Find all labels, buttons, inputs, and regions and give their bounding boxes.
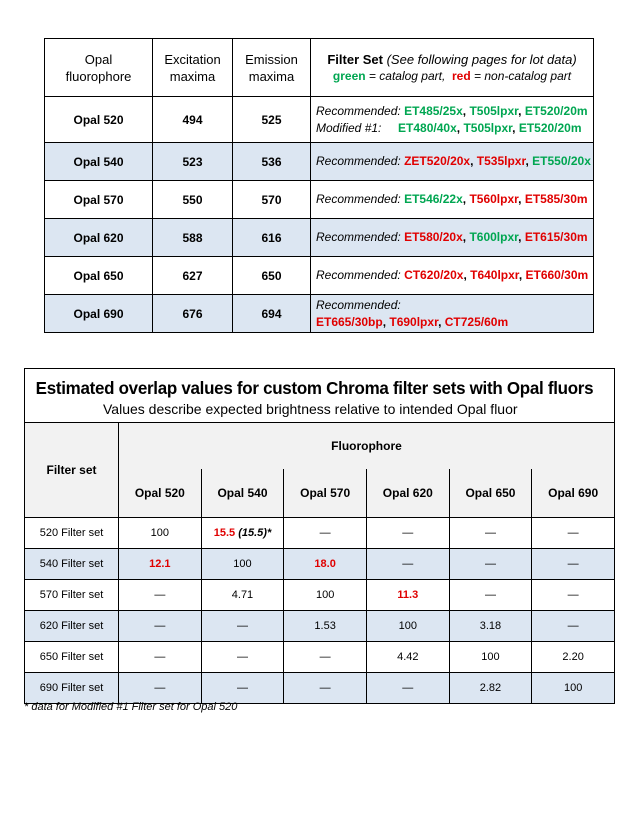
filter-set-cell [311, 295, 594, 333]
excitation-cell: 494 [153, 97, 233, 143]
overlap-value-cell [119, 580, 202, 611]
overlap-value-cell [119, 611, 202, 642]
fluor-table-header-row [45, 39, 594, 97]
filter-set-row-label: 570 Filter set [25, 580, 119, 611]
overlap-row [25, 611, 615, 642]
filter-part: , [462, 192, 470, 206]
overlap-value: — [236, 682, 248, 694]
overlap-title-cell [25, 369, 615, 423]
overlap-value-cell [449, 580, 532, 611]
emission-cell: 650 [233, 257, 311, 295]
fluorophore-filter-table [44, 38, 594, 333]
filter-set-line-label: Recommended: [316, 268, 401, 282]
overlap-value-cell [284, 580, 367, 611]
overlap-value-cell [532, 518, 615, 549]
overlap-value: — [154, 589, 166, 601]
emission-cell: 694 [233, 295, 311, 333]
overlap-value-cell [201, 642, 284, 673]
fluorophore-column-header: Opal 570 [284, 469, 367, 518]
overlap-value: — [319, 651, 331, 663]
filter-set-row-label: 520 Filter set [25, 518, 119, 549]
overlap-value-cell [119, 518, 202, 549]
filter-set-row-label: 650 Filter set [25, 642, 119, 673]
filter-part: ET480/40x [398, 120, 457, 135]
overlap-value-cell [284, 673, 367, 704]
overlap-value: 12.1 [149, 558, 171, 570]
overlap-value-cell [366, 611, 449, 642]
overlap-value: — [567, 589, 579, 601]
overlap-value-cell [284, 611, 367, 642]
filter-set-cell [311, 97, 594, 143]
overlap-value-cell [284, 642, 367, 673]
overlap-values-table [24, 368, 615, 704]
overlap-row [25, 518, 615, 549]
filter-part: ET520/20m [524, 103, 588, 118]
opal-fluorophore-header: Opal fluorophore [45, 39, 153, 97]
overlap-value: 3.18 [479, 620, 502, 632]
overlap-value: — [402, 682, 414, 694]
overlap-value-cell [201, 549, 284, 580]
filter-set-line [316, 229, 593, 246]
legend-green-word: green [332, 68, 366, 83]
overlap-value: — [154, 620, 166, 632]
fluor-name-cell: Opal 570 [45, 181, 153, 219]
filter-set-label: Filter Set [327, 51, 383, 67]
filter-set-line [316, 297, 593, 331]
filter-part: T505lpxr [463, 120, 513, 135]
overlap-value: — [484, 558, 496, 570]
filter-part: , [525, 154, 533, 168]
filter-part: ET485/25x [404, 103, 463, 118]
filter-set-line-label: Recommended: [316, 103, 401, 118]
overlap-value: 4.42 [397, 651, 419, 663]
overlap-value-cell [449, 642, 532, 673]
emission-maxima-header: Emission maxima [233, 39, 311, 97]
overlap-subtitle: Values describe expected brightness relative to intended Opal fluor [103, 401, 518, 417]
excitation-cell: 627 [153, 257, 233, 295]
overlap-value-cell [201, 611, 284, 642]
overlap-value: 100 [398, 620, 417, 632]
overlap-row [25, 580, 615, 611]
filter-part: T560lpxr [469, 192, 519, 206]
filter-set-row-label: 540 Filter set [25, 549, 119, 580]
filter-part: ET665/30bp [316, 314, 383, 329]
overlap-value: 1.53 [314, 620, 336, 632]
overlap-value-cell [532, 642, 615, 673]
filter-set-cell [311, 219, 594, 257]
overlap-value: — [567, 527, 579, 539]
overlap-value: — [154, 682, 166, 694]
overlap-value: — [319, 527, 331, 539]
fluorophore-column-header: Opal 540 [201, 469, 284, 518]
filter-set-line-label: Recommended: [316, 154, 401, 168]
filter-part: CT725/60m [444, 314, 509, 329]
filter-part: CT620/20x [404, 268, 464, 282]
fluorophore-group-header: Fluorophore [119, 423, 615, 470]
filter-part: ET615/30m [524, 230, 588, 244]
filter-part: , [462, 103, 470, 118]
overlap-value-modified: (15.5)* [235, 527, 272, 539]
fluor-name-cell: Opal 620 [45, 219, 153, 257]
fluor-row [45, 97, 594, 143]
filter-set-note: (See following pages for lot data) [386, 51, 577, 67]
filter-part: , [456, 120, 464, 135]
overlap-value-cell [449, 611, 532, 642]
filter-set-cell [311, 143, 594, 181]
filter-part: T690lpxr [389, 314, 439, 329]
filter-set-line-label: Modified #1: [316, 120, 382, 135]
overlap-value: 15.5 [213, 527, 236, 539]
filter-set-header [311, 39, 594, 97]
overlap-value: — [567, 620, 579, 632]
overlap-value-cell [449, 518, 532, 549]
overlap-value: — [236, 620, 248, 632]
overlap-title-row [25, 369, 615, 423]
filter-part: , [382, 314, 390, 329]
emission-cell: 525 [233, 97, 311, 143]
fluor-row [45, 257, 594, 295]
legend-red-text: = non-catalog part [474, 68, 572, 83]
fluorophore-column-header: Opal 650 [449, 469, 532, 518]
emission-cell: 616 [233, 219, 311, 257]
overlap-value-cell [449, 673, 532, 704]
overlap-row [25, 642, 615, 673]
filter-set-line-label: Recommended: [316, 192, 401, 206]
overlap-value-cell [119, 642, 202, 673]
overlap-value-cell [284, 549, 367, 580]
overlap-value: — [236, 651, 248, 663]
fluorophore-column-header: Opal 690 [532, 469, 615, 518]
overlap-value-cell [532, 549, 615, 580]
legend-green-text: = catalog part, [368, 68, 446, 83]
overlap-value-cell [366, 673, 449, 704]
excitation-maxima-header: Excitation maxima [153, 39, 233, 97]
fluorophore-column-header: Opal 520 [119, 469, 202, 518]
overlap-row [25, 549, 615, 580]
excitation-cell: 550 [153, 181, 233, 219]
fluor-row [45, 143, 594, 181]
filter-set-cell [311, 257, 594, 295]
filter-part: , [438, 314, 445, 329]
overlap-value: 100 [563, 682, 583, 694]
overlap-value: — [319, 682, 331, 694]
filter-part: ET546/22x [404, 192, 463, 206]
overlap-value-cell [532, 611, 615, 642]
excitation-cell: 588 [153, 219, 233, 257]
overlap-value: 11.3 [397, 589, 419, 601]
filter-set-column-header: Filter set [25, 423, 119, 518]
fluor-name-cell: Opal 540 [45, 143, 153, 181]
footnote: * data for Modified #1 Filter set for Opal 520 [24, 701, 238, 713]
overlap-value-cell [532, 580, 615, 611]
filter-part: T505lpxr [469, 103, 519, 118]
filter-part: ET520/20m [518, 120, 582, 135]
overlap-value: 18.0 [314, 558, 336, 570]
overlap-value: 100 [150, 527, 169, 539]
overlap-value-cell [366, 580, 449, 611]
overlap-value: — [402, 527, 414, 539]
excitation-cell: 523 [153, 143, 233, 181]
filter-part: T640lpxr [470, 268, 519, 282]
emission-cell: 536 [233, 143, 311, 181]
overlap-value: — [484, 589, 496, 601]
overlap-value: 100 [481, 651, 500, 663]
overlap-value-cell [366, 642, 449, 673]
overlap-value-cell [119, 549, 202, 580]
filter-part: , [518, 103, 525, 118]
filter-part: , [518, 268, 526, 282]
overlap-value-cell [119, 673, 202, 704]
filter-set-line [316, 191, 593, 208]
fluor-row [45, 219, 594, 257]
fluorophore-header-row [25, 423, 615, 470]
filter-part: ZET520/20x [404, 154, 471, 168]
overlap-title: Estimated overlap values for custom Chroma filter sets with Opal fluors [35, 378, 594, 398]
overlap-value-cell [201, 580, 284, 611]
legend-red-word: red [451, 68, 471, 83]
fluorophore-column-header: Opal 620 [366, 469, 449, 518]
overlap-value: 4.71 [231, 589, 254, 601]
filter-part: T535lpxr [476, 154, 526, 168]
overlap-value-cell [201, 518, 284, 549]
filter-part: ET660/30m [525, 268, 589, 282]
excitation-cell: 676 [153, 295, 233, 333]
fluor-name-cell: Opal 520 [45, 97, 153, 143]
overlap-value: 100 [233, 558, 252, 570]
fluor-row [45, 181, 594, 219]
filter-part: , [470, 154, 477, 168]
filter-set-line [316, 267, 593, 284]
overlap-value: — [402, 558, 414, 570]
overlap-value: 2.82 [479, 682, 502, 694]
filter-part: , [462, 230, 470, 244]
filter-part: , [518, 192, 525, 206]
overlap-value: 2.20 [562, 651, 584, 663]
fluor-row [45, 295, 594, 333]
overlap-value: — [154, 651, 166, 663]
filter-part: ET585/30m [524, 192, 588, 206]
filter-part: , [512, 120, 519, 135]
overlap-value: 100 [315, 589, 335, 601]
filter-part: ET550/20x [532, 154, 591, 168]
filter-set-line [316, 153, 593, 170]
emission-cell: 570 [233, 181, 311, 219]
fluor-name-cell: Opal 650 [45, 257, 153, 295]
overlap-value: — [484, 527, 496, 539]
filter-set-cell [311, 181, 594, 219]
filter-set-line [316, 120, 593, 137]
overlap-value: — [567, 558, 579, 570]
overlap-value-cell [284, 518, 367, 549]
fluor-name-cell: Opal 690 [45, 295, 153, 333]
filter-part: ET580/20x [404, 230, 463, 244]
overlap-value-cell [366, 549, 449, 580]
overlap-value-cell [532, 673, 615, 704]
filter-part: T600lpxr [469, 230, 519, 244]
filter-set-line-label: Recommended: [316, 297, 401, 312]
filter-set-row-label: 690 Filter set [25, 673, 119, 704]
filter-set-row-label: 620 Filter set [25, 611, 119, 642]
filter-set-line-label: Recommended: [316, 230, 401, 244]
overlap-value-cell [201, 673, 284, 704]
filter-part: , [518, 230, 525, 244]
overlap-row [25, 673, 615, 704]
overlap-value-cell [366, 518, 449, 549]
overlap-value-cell [449, 549, 532, 580]
filter-part: , [463, 268, 471, 282]
filter-set-line [316, 103, 593, 120]
